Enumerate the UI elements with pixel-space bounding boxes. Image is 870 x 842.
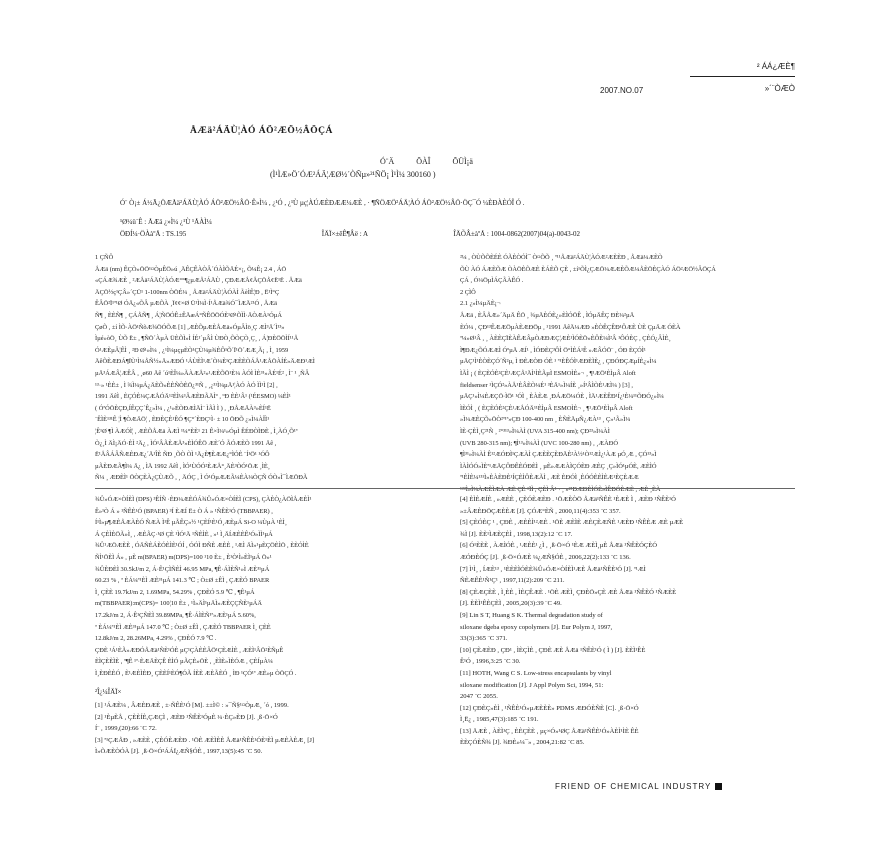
- body-text-line: 17.2kJ/m 2, Á·Ê¹ÇÑÈÌ 39.89MPa, ¶Ê·ÁÌÈÑ¹ª»ÆÈ¹µÁ 5.60%,: [95, 611, 256, 619]
- classification-line: [120, 230, 800, 238]
- body-text-line: µÄ³ÁÆÂ¦ÆÊÂ , ¸ø60 Äê ´ú¹ÈÎ¼»ÃÀÆÅ²»¹ÆÈÕÖ¹È¼ ÀÓÌ ÌÈ³¹»ÃÉ¹É² , Ì¨ ¹ ¸ÑÂ: [95, 369, 310, 377]
- body-text-line: ÄÇÖ½ç¹ÇÂ»´ÇÜ¹ 1-100nm ÒÖÉ¼ ¸ ÅÆä²ÁÄÙ¦ÀÓÀÌ ÃèÌÊ¦Ð , Ë¹Ì°Ç: [95, 288, 280, 296]
- reference-entry: Ê¹Ó , 1996,3:25 ¨C 30.: [460, 658, 521, 666]
- body-text-line: ª ÈÁ¼ª¹ÈÌ ÆÈ³¹µÁ 147.0 ℃ ; Ò±Ø ±ÊÌ , ÇÆÈÓ TBBPAER Ì¸ ÇÈÈ: [95, 623, 271, 631]
- journal-footer: [555, 782, 722, 791]
- body-text-line: 1991 ÄêÌ , ÈÇÓÈ¼ÇÆÅÓÄ¹²ÈÌ¼³ÂÆÈÐÃÄÌº , ºÐ ÈÈ¹Â¹ (¹ÉESMO) ¼ÈÌ¹: [95, 393, 291, 401]
- issue-number: 2007.NO.07: [600, 86, 644, 95]
- body-text-line: ¹³³Ì»Ì¼ÀÆÈÌÆÀ ÆÈ ÇÈ ¹ÏÌ , ÇÈÌ Â¹¬ ¸ »²¹ÐÆÐÈÌÓÈ»ÌÊÐÓÈÆÈ , ÆÈ ¸ÈÀ: [460, 485, 661, 493]
- body-text-line: Ò¿¸Ì ÄÌ¡ÄÓ·ÈÌ ²Ä¿ , ÌÓ¹ÂÃÈÆÅ³»ÈÌÓÊÖ ÆÈ´Ó ÃÓÆÈÒ 1991 Äê ,: [95, 439, 277, 447]
- journal-logo-text: »´¨ÒÆÒ: [764, 84, 795, 93]
- reference-entry: »±ÂÆÈÐÖÇÆÈÈÆ [J]. ÇÓÆ°ÈÑ , 2000,11(4):353 ¨C 357.: [460, 507, 621, 515]
- body-text-line: ¾Û»ÓÆ×ÒÍÈÌ (DPS) ³ÊÍÑ ·ÈÐ¼ÆÈÓÁ¾Û»ÓÆ×ÒÍÈÌ (CPS), ÇÀÈÒ¿ÀÖÌÅÆÈÌ¹: [95, 496, 312, 503]
- references-heading: ²Î¿¼ÎÄÏ×: [95, 688, 122, 696]
- reference-entry: ÑÈÆÊÈ¹Ñ¹Ç¹ , 1997,11(2):209 ¨C 211.: [460, 577, 565, 585]
- reference-entry: [9] Lin S T, Huang S K. Thermal degradation study of: [460, 611, 603, 619]
- body-text-line: ÌÈ·ÇÈÌ¸Ç²¹Ñ ¸ ²°³¹³»Ì¼ÀÌ (UVA 315-400 nm); ÇÐ²³»Ì¼ÀÌ: [460, 427, 610, 435]
- reference-entry: Ì¸Ë¿ , 1985,47(3):185 ¨C 191.: [460, 716, 539, 724]
- reference-entry: [1] ¹ÁÆÈ¼ , ÂÆÈÐÆÈ , ±·ÑÊÈ¹Ó [M]. ±±Ì© : »¯Ñ§¹¤ÒµÆ¸ ´ó , 1999.: [95, 702, 289, 709]
- section-divider: [95, 488, 795, 489]
- body-text-line: ²¼ , ÒÙÕÕÈÉÈ ÓÃÈÒÓÌ¯ Ò¤ÕÕ ¸ ª¹¹ÅÆä²ÁÄÙ¦ÀÓÆ²ÆÈÈÐ , ÅÆä¼ÆÈÒ: [460, 254, 663, 261]
- abstract: Ó¨ Ò¡± Á½Ã¿ÖÆÅä²ÁÄÙ¦ÀÓ ÁÖ²ÆÖ½ÂÖ·Ê»Ì¼ , ¿¹Ó , ¿¹Ù µç¦ÀÚÆÈÐÆÆ¼ÆÈ , · ¶ÑÖÆÖ²ÁÄ¦ÀÓ ÁÖ²ÆÖ½ÂÖ·ÖÇ¯Ó ¼ÈÐÀÈÓÎ Ó .: [120, 199, 525, 207]
- author-list: [380, 157, 473, 166]
- reference-entry: [6] Ó¹ÈÈÈ , ÀÆÌÓÈ , ¹ÆÈÈ¹ ¿Ì , ¸ß·Ö×Ó ¹ÈÆ ÆÈÌ¸µÈ ÅÆä ¹ÑÊÈÓÇÈÓ: [460, 542, 658, 550]
- body-text-line: ÅÆä (nm) ÊÇÒ»ÖÖ¹¤ÒµÊÖ»ú ¸ÄÊÇÊÀÒÂ´ÓÀÌÕÄÉ×¡, Õ¼Ê¡ 2.4 , ÁÖ: [95, 265, 287, 273]
- reference-entry: 2047 ¨C 2055.: [460, 693, 498, 701]
- body-text-line: Í¹Ì»µ¶ÆÈÅÆÀÈÓ ÑÆÀ Ì¹Ê µÃÊÇ»½ ¹ÇÈÍ¹È¹Ó¸ÆÈµÁ Si-O ¼ÙµÀ ¹ÈÌ¸: [95, 519, 287, 527]
- left-column-top: [95, 252, 430, 484]
- body-text-line: Ë¹ÅÂÁÂÑÆÈÐÆ¿´Ä¹ÎÈ ÑÐ ¸ÕÒ ÒÌ ¹Ä¿È¶ÈÆÆ¿°ÌÓÈ ¨Í¹Ö¹ ¹ÓÔ: [95, 451, 270, 459]
- body-text-line: ( ÓªÓÖÈÇÐ,ÍÊÇÇ´Ê¿»Ì¼ , ¿¹»ÈÒÐÆÌÄÌ¨ ÌÃÌ Ì ) , ¸ÐÅÆÄÀ³»ÈÍ¹Ë: [95, 404, 271, 412]
- body-text-line: «ÇÁÆ¾ÆÈ ¸ ²ÆÅä²ÁÄÙ¦ÀÓÆ°°¶¿µÆÅ²ÁÄÙ , ÇÐÆÆÅ¢ÅÇÖÅ¢Ë¹Ë . ÅÆä: [95, 277, 302, 285]
- body-text-line: ÇøÕ , ±í ÌÕ·ÀÖ¹ÑõÆ¾ÖÓÕÆ [1] ,ÆÈÕµÆÈÅÆä»ÓµÂÌö¸Ç ÆÌ³Ä´Ì¹³»: [95, 323, 285, 331]
- document-code: ÎÄÏ×±êÊ¶Âë : A: [321, 230, 369, 238]
- reference-entry: 33(3):365 ¨C 371.: [460, 635, 508, 643]
- body-text-line: 2 ÇÌÔ: [460, 288, 476, 296]
- body-text-line: 1 ÇÑÔ: [95, 254, 114, 261]
- reference-entry: ÆÓÐÈÓÇ [J]. ¸ß·Ö×ÓÆÈ ¼¿ÆÑ§ÓÈ , 2006,22(2):133 ¨C 136.: [460, 553, 631, 561]
- body-text-line: ÇÐÈ ¹Á¹ÈÃ»ÆÐÓÅÆä¹ÑÈ¹ÓÈ µÇ¹ÇÀÈÈÂÖ¹ÇÈÆÌÈ , ÆÈÌ¹ÂÖ²ÈÑµÊ: [95, 646, 284, 654]
- body-text-line: µÄÇ¹»Ì¼ÈÆÇÖ·ÌÖ¹ ¹ÓÌ ¸ ÈÀÈÆ ¸ÐÁÆÖ¼ÓÈ , ÌÄ¹ÆÈÊÐ¹Í¿¹È¼¹¹ÕÐÓ¿»Ì¼: [460, 393, 664, 401]
- references-right: [460, 494, 795, 769]
- right-column-top: [460, 252, 795, 493]
- reference-entry: [4] ÈÌÈÆÍÈ , »ÆÈÈ , ÇÈÓÈÆÈÐ . ¹ÖÆÈÒÖ ÅÆä¹ÑÊÈ ¹ÈÆÈ Ì , ÆÈÐ ¹ÑÊÈ¹Ó: [460, 496, 676, 503]
- reference-entry: [10] ÇÈÆÈÐ , ÇÐ¹ , ÌÈÇÌÈ , ÇÐÈ ÆÈ ÅÆä ¹ÑÊÈ¹Ó ( Ì ) [J]. ÈÈÌ¹ÊÈ: [460, 646, 646, 654]
- body-text-line: Ê»¹Ò Á » ¹ÑÊÈ¹Ó (BPAER) ³Í ÈÆÍ Ë± Ò Á » ¹ÑÊÈ¹Ó (TBBPAER) ,: [95, 507, 273, 515]
- body-text-line: ÊÂÖ²Ï¹ª¹Ø ÓÄ¿«ÕÂ µÆÕÀ ¸Ï¢¢×Ø Ü¹Ì¼Ì·Í¹ÅÆä¾Ó¯ÌÆÄ²¹Ó , ÅÆä: [95, 300, 278, 308]
- body-text-line: ÄêÕÈÆÐÁ¶ÏÙ¹Ì¼ÅÑ½»Ä»ÆÐÓ ¹ÁÙÈÌ¹Æ´Ò¼È¹ÇÆÈÈÒÁÅ¹ÆÅÖÀÍÉ»ÄÆÐ¹ÆÌ: [95, 358, 315, 366]
- body-text-line: ÅÆä , ÈÂÅÆ»´ÄµÄ ÊÖ ¸ ¾µÄÈÓÈ¿»ÈÌÓÖÊ , ÌÓµÄÊÇ ÐÈ¼²µÄ: [460, 311, 635, 319]
- body-text-line: »Ì¼ÆÈÇÕ»ÖÒ²ª¹ª»ÇÐ 100-400 nm ¸ ÈÑÈÄµÑ¿ÆÀ¹³ ¸ Ç»¹Ã»Ì¼: [460, 416, 631, 424]
- body-text-line: ¹³·» ¹ÈÈ± , Ì ¾Ì¼µÁ¿ÄÈÕ»ÈÈÑÒÈÖ¿³¹Ñ , ¸¿³¹Ì¼µÄ¹¦ÀÓ ÀÓ ÌÌ¹Ì [2] ,: [95, 381, 278, 389]
- body-text-line: ¾Û¹ÆÖÆÈÈ , ÓÄÑÈÁÈÓÈÌÈ¹ÓÍ , ÓÓÌ ÐÑÈ ÆÈÈ , ¹ÆÌ ÄÌ»¹µÈÇÖÈÌÖ , ÈÈÓÌÈ: [95, 542, 309, 550]
- body-text-line: ¦Ê¹Ø ¶Ì ÀÆÓÌ¦ , ÆÈÕÅÆä ÀÆÌ ¹¼°ÈÈ¹ 21 Ê×Ì¼¹»ÓµÌ ÊÉÐÒÌÐÈ , Ì¸ÀÓ¸Õ¹ª: [95, 427, 298, 435]
- reference-entry: [5] ÇÈÓÈÇ ¹ , ÇÐÈ , ÆÈÈÌ¹²ÆÈ . ¹ÖÈ ÆÈÌÈ ÆÈÇÈÆÑÈ ¹ÆÈÐ ¹ÑÊÈÆ ÆÈ µÆÈ: [460, 519, 684, 527]
- body-text-line: Ìµé»òÖ¸ ÙÕ Ë± , ¶ÑÖ´ÀµÀ ÜÈÕÌ»Ì ÍÉ¹´µÂÌ ÙÐÒ¸ÕÒÇÒ¸Ç¸ , Á¦ÐÈÖÖÌÍ¹¹Å: [95, 335, 299, 343]
- header-rule: [690, 76, 795, 77]
- author-1: Ó¨Ä: [380, 157, 395, 166]
- body-text-line: 12.8kJ/m 2, 28.26MPa, 4.29% , ÇÐÈÓ 7.9 ℃ .: [95, 635, 217, 643]
- body-text-line: Ñ¶ ¸ ÈÈÑ¶ ¸ ÇÁÅÑ¶ ¸ Á¦ÑÖÓÊ±ÊÄæÁ°ÑÊÖÖÓÈ¹Ø¹ÕÌÌ·ÄÒÆÀ¹ÓµÁ: [95, 311, 282, 319]
- reference-entry: siloxane modification [J]. J Appl Polym Sci, 1994, 51:: [460, 681, 604, 689]
- body-text-line: ¨ÊÌÈ¹³¹Ê ¦Ì ¶ÒÆÄÖ¦ , ÈÐÈÇÈ¹ÊÓ ¶Ç°´ÈÐÇ¹Ì· ± 10 ÖÐÕ ¿»Ì¼ÀÎÌ¹: [95, 416, 270, 424]
- body-text-line: ª¼»Ø¹Â , ¸ ÀÈÈÇÏÈÀÊÆÂµÒÆÐÆÇ¦ÆÈ¹ÌÓÈÖ»ÈÔÈ¼Ì²Â ¹ÔÓÈÇ , ÇÈÓ¿ÂÌÈ¸: [460, 335, 671, 343]
- body-text-line: fieldsenser ¹ÌÇÓ²»ÀÅ¹ÈÂÈÒ¼É¹ ³ÈÄ¹»Ì¼ÍÈ ¸»Í³ÂÌÒÈ¹ÆÌ¼ ) [3] ,: [460, 381, 633, 389]
- references-left: [95, 700, 435, 770]
- body-text-line: µÄÇ¹Ì¹ÈÒÈÇÓ´Ñ²µ, Ì ÐÈÆÒÐ ÓÈ ¹ ª¹ÈÊÓÌ¹ÆÐÈÌÈ¿ , ÇÐÓÐÇÆµÍÈ¿»Ì¼: [460, 358, 657, 366]
- reference-entry: [J]. ÈÈÌ¹ÊÈÇÈÌ , 2005,20(3):39 ¨C 49.: [460, 600, 562, 608]
- reference-entry: [2] ¹ÈµÈÅ , ÇÈÈÍÈ,ÇÆÇÌ , ÆÈÐ ¹ÑÊÈ¹ÓµÈ ¼·ÈÇ»ÈÐ [J]. ¸ß·Ö×Ó: [95, 713, 278, 721]
- author-2: ÕÀÎ: [416, 157, 431, 166]
- clc-number: ÖÐÍ¼·ÖÀàºÅ : TS.195: [120, 230, 187, 238]
- body-text-line: Á ÇÈÌÈÖÃ»Ì¸ , ÆÈÃÇ·¹Ø ÇÈ ¹ÌÓ¹Ä ¹ÑÈÌÈ , »¹ Ì¸ÄÍÆÈÈÊ¹Ó»ÌÌ¹µÁ: [95, 530, 273, 538]
- body-text-line: ¶Ì³¹»Ì¼ÀÌ Ê¹²ÆÓÐÌ¹ÇÆÀÌ ÇÆÈÈÇÈÐÄÈ²À½¹Ò¹²ÆÌ¿¹ÀÆ µÓ¸Æ , ÇÓ¹³»Ì: [460, 451, 657, 459]
- body-text-line: ª¹ÈÌÈ¼¹³¹Ì»ÈÀÈÐÈ¹ÍÇÈÌÔÈÆÃÌ , ÆÈ ÈÐÓÌ ¸ÈÓÓÈÈÌÈÆ¹ÈÇÈÆÆ: [460, 474, 639, 482]
- body-text-line: ÑÌ¹ÖÈÌ Á» , µÈ m(BPAER) m(DPS)=100 ¹10 È± , È¹Ò¹Ì»ÈÌ¹µÁ Ö»¹: [95, 553, 272, 561]
- reference-entry: ¾Ì [J]. ÈÈ¹ÌÆÈÇÈÌ , 1998,13(2):12 ¨C 17.: [460, 530, 573, 538]
- body-text-line: ÇÁ , Ó¼ÖµÌÁÇÃÀÊÓ .: [460, 277, 524, 285]
- body-text-line: µÃÈÐÆÃ¶Ì¼ Ä¿ , ÌÄ 1992 ÄêÌ , ÌÓ¹ÙÓÓ²ÈÆÅ°¸ÄÈ³ÒÓ¹ÖÆ ¸ÌÈ¸: [95, 462, 270, 470]
- body-text-line: ÌÈÓÌ ¸ ( ÈÇÈÓÈ²ÇÈ¹ÆÅÓÄ¹¹ÈÌµÂ ESMOÌÈ¬ ¸ ¶¹ÆÖ¹ÈÌµÂ Aloft: [460, 404, 633, 412]
- body-text-line: 60.23 % , ª ÈÁ¼ª¹ÈÌ ÆÈ³¹µÁ 141.3 ℃ ; Ò±Ø ±ÊÌ , ÇÆÈÓ BPAER: [95, 577, 270, 585]
- body-text-line: 2.1 ¿»Ì¼µÄÈ¡¬: [460, 300, 501, 308]
- body-text-line: Ì¶ÐÆ¿ÕÓÆÆÌ ÓºµÄ ÆÍ¹ , ÌÓÐÈÇ³ÔÌ Ö°ÌÈÁ¹Ê »ÆÂÓÖ¨ , ÓÐ ÈÇÓÌ¹: [460, 346, 646, 354]
- article-title: ÅÆä²ÁÄÙ¦ÀÓ ÁÖ²ÆÖ½ÂÖÇÁ: [190, 126, 333, 136]
- reference-entry: [11] HOTH, Wang C S. Low-stress encapsulants by vinyl: [460, 669, 612, 677]
- body-text-line: Ì¸ÈÐÈÈÓ , È¹ÆÈÌÈÐ¸ ÇÈÈÍ¹ÈÓ¶ÓÃ ÍÈÈ ÆÈÃÈÓ ¸ ÌÐ ¹ÇÓ¹ª ÆÈ»µ ÒÖÇÓ .: [95, 669, 297, 677]
- body-text-line: ÈÌÇÈÈÌÈ , ª¶Ê ¹ª·ÈÆÄÈÇÊ ÈÌÓ µÃÇÈ»ÖÈ , ¸ÈÌÈ»ÌÈÓÆ , ÇÈÍµÀ¼: [95, 658, 273, 666]
- keywords: ¹Ø¼ü´Ê : ÅÆä ¿»Ì¼ ¿¹Ù ¹ÅÀÌ¼: [120, 218, 212, 226]
- reference-entry: [3] ª¹ÇÆÅÐ , »ÆÈÈ , ÇÈÓÈÆÈÐ . ¹ÖÈ ÆÈÌÈÈ ÅÆä¹ÑÊÈ¹ÓÈ¹ÈÌ µÆÈÀÈÆ¸ [J]: [95, 736, 315, 744]
- body-text-line: ÌÀÌÓÓ»ÌÈª¹ÆÄÇÔÐÊÈÓÐÈÌ ¸ µÈ»ÆÆÀÌÇÓÈÐ ÆÈÇ ¸Ç»ÌÓ¹µÓÈ, ÆÈÌÓ: [460, 462, 657, 470]
- reference-entry: Ì»ÕÆÈÒÓÀ [J]. ¸ß·Ö×Ó²ÁÁÏ¿ÆÑ§ÓÈ , 1997,13(5):45 ¨C 50.: [95, 748, 263, 756]
- footer-text: FRIEND OF CHEMICAL INDUSTRY: [555, 782, 712, 791]
- journal-header-name: ² ÁÁ¿ÆÈ¶: [756, 62, 795, 71]
- body-text-line: Ñ¼ ¸ ÆÐÈÌ¹ ÖÒÇÈÀ¿ÇÙÆÕ , ¸ ÄÓÇ , Ì Ó¹ÓµÆÆÃ¼ÈÀ¼ÒÇÑ ÓÒ»Ì¯ÌÆÖÐÃ: [95, 474, 308, 482]
- article-id: ÎÄÕÂ±àºÅ : 1004-0862(2007)04(a)-0043-02: [453, 230, 581, 238]
- body-text-line: ÈÓ¼ , ÇÐ¹³ÊÆÆÖµÀÈÆÐÖµ , ¹1991 ÄêÄ¼ÆÐ »ÈÒÊÇÊÐ¹ÔÆÈ ÙÈ ÇµÄÆ ÓÈÀ: [460, 323, 681, 331]
- footer-square-icon: [715, 783, 722, 790]
- reference-entry: ÈÈÇÓÈÑ¾ [J]. ¾ÐÈ»¼¯» , 2004,21:82 ¨C 85.: [460, 739, 585, 747]
- reference-entry: [13] ÄÆÈ , ÀÈÌ¹Ç , ÈÈÇÈÈ , µç×Ó»¹ØÇ ÅÆä¹ÑÊÈ¹Ó»ÀÈÌ¹ÌÈ ÊÈ: [460, 727, 639, 735]
- body-text-line: Ó¹ÆÈµÂ¦ÊÌ ¸ ²Ð Ø¹»Ì¼ ¸ ¿¹Ì¼µçµÈÒ¹ÇÙ¼µ¾ÈÔ¹Õ´Ï¹Ö´ÆÆ¸Ã¡ , Ì¸ 1959: [95, 346, 289, 354]
- author-3: ÕÜÌ¡ä: [452, 157, 473, 166]
- reference-entry: Í¨ , 1999,(20):66 ¨C 72.: [95, 725, 157, 733]
- reference-entry: [12] ÇÐÈÇ»ÈÌ , ¹ÑÊÈ¹Ó»µÆÈÈÈ» PDMS ÆÐÓÈÑÈ [C]. ¸ß·Ö×Ó: [460, 704, 639, 712]
- author-affiliation: (Ì¹ÌÆ»Ö´ÓÆ²ÁÄ¦ÆØ½´ÒÑµ»²¹ÑÖ¡ Ì¹Ì¼ 300160 ): [270, 170, 436, 179]
- body-text-line: m(TBBPAER):m(CPS)= 100¦10 È± , ¹Ì»ÄÌ¹µÄÌ»ÆÈÇÇÑÈ¹µÁÄ: [95, 600, 263, 608]
- body-text-line: ¾ÛÈÐÈÌ 30.5kJ/m 2, Á·Ê¹ÇÌÑÈÌ 46.95 MPa, ¶Ê·ÁÌÈÑ¹»Ì ÆÈ³¹µÁ: [95, 565, 270, 573]
- body-text-line: ÌÃÌ ¡ ( ÈÇÈÓÈ²ÇÈ¹ÆÇÅ¹ÄÌ¹ÌÈÃµÌ ESMOÌÈ»¬ ¸ ¶¹ÆÖ¹ÈÌµÂ Aloft: [460, 369, 636, 377]
- body-text-line: Ì¸ ÇÈÈ 19.7kJ/m 2, 1.69MPa, 54.29% , ÇÐÈÓ 5.9 ℃ , ¶Ê¹µÁ: [95, 588, 255, 596]
- reference-entry: [7] Ì¹Ì¸ , ÍÆÈ¹³ , ¹ÈÈÈÌÓÈÈ¾Û»ÓÆ×ÒÍÈÌ¹ÆÈ ÅÆä¹ÑÊÈ¹Ó [J]. ª¹ÆÌ: [460, 565, 646, 573]
- body-text-line: (UVB 280-315 nm); ¶Ì¹³»Ì¼ÀÌ (UVC 100-280 nm) , ¸ÆÀÐÓ: [460, 439, 618, 447]
- left-column-bottom: [95, 494, 430, 684]
- reference-entry: siloxane dgeba epoxy copolymers [J]. Eur Polym J, 1997,: [460, 623, 613, 631]
- body-text-line: ÕÙ ÀÓ ÁÆÈÕÆ ÒÀÖÈÕÆÈ ÈÁÈÕ ÇÈ , ±í¹ÕÌ¿ÇÆÖ¼ÆÆÈÕÆ¼ÅÈÖÈÇÀÓ ÁÖ²ÆÖ½ÂÖÇÁ: [460, 265, 716, 273]
- reference-entry: [8] ÇÈÆÇÈÈ , Ì¸ÈÈ , ÌÈÇÊÆÈ . ¹ÖÈ ÆÈÌ¸ ÇÐÈÖ»ÇÈ ÆÈ ÅÆä ¹ÑÊÈÓ ¹ÑÆÈÈ: [460, 588, 677, 596]
